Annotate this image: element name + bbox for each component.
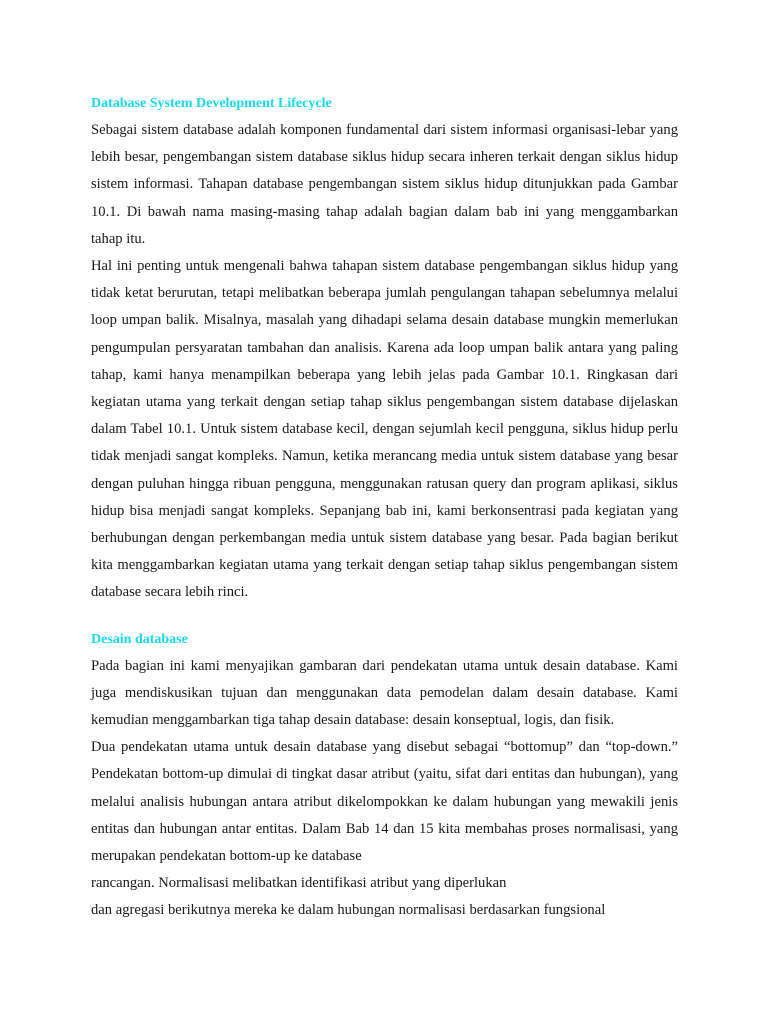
- paragraph-desain-approaches: Dua pendekatan utama untuk desain database yang disebut sebagai “bottomup” dan “top-down.” Pendekatan bottom-up dimulai di tingkat dasar atribut (yaitu, sifat dari entitas dan hubungan), yang melalui analisis hubungan antara atribut dikelompokkan ke dalam hubungan yang mewakili jenis entitas dan hubungan antar entitas. Dalam Bab 14 dan 15 kita membahas proses normalisasi, yang merupakan pendekatan bottom-up ke database: [91, 739, 678, 865]
- paragraph-lifecycle-intro: Sebagai sistem database adalah komponen fundamental dari sistem informasi organisasi-lebar yang lebih besar, pengembangan sistem database siklus hidup secara inheren terkait dengan siklus hidup sistem informasi. Tahapan database pengembangan sistem siklus hidup ditunjukkan pada Gambar 10.1. Di bawah nama masing-masing tahap adalah bagian dalam bab ini yang menggambarkan tahap itu.: [91, 122, 678, 247]
- section-heading-desain: Desain database: [91, 631, 188, 647]
- paragraph-desain-intro: Pada bagian ini kami menyajikan gambaran dari pendekatan utama untuk desain database. Kami juga mendiskusikan tujuan dan menggunakan data pemodelan dalam desain database. Kami kemudian menggambarkan tiga tahap desain database: desain konseptual, logis, dan fisik.: [91, 657, 678, 729]
- section-heading-lifecycle: Database System Development Lifecycle: [91, 96, 332, 111]
- document-page: [91, 90, 678, 925]
- text-line: rancangan. Normalisasi melibatkan identifikasi atribut yang diperlukan: [91, 875, 507, 892]
- text-line: dan agregasi berikutnya mereka ke dalam hubungan normalisasi berdasarkan fungsional: [91, 902, 606, 919]
- paragraph-lifecycle-details: Hal ini penting untuk mengenali bahwa tahapan sistem database pengembangan siklus hidup yang tidak ketat berurutan, tetapi melibatkan beberapa jumlah pengulangan tahapan sebelumnya melalui loop umpan balik. Misalnya, masalah yang dihadapi selama desain database mungkin memerlukan pengumpulan persyaratan tambahan dan analisis. Karena ada loop umpan balik antara yang paling tahap, kami hanya menampilkan beberapa yang lebih jelas pada Gambar 10.1. Ringkasan dari kegiatan utama yang terkait dengan setiap tahap siklus pengembangan sistem database dijelaskan dalam Tabel 10.1. Untuk sistem database kecil, dengan sejumlah kecil pengguna, siklus hidup perlu tidak menjadi sangat kompleks. Namun, ketika merancang media untuk sistem database yang besar dengan puluhan hingga ribuan pengguna, menggunakan ratusan query dan program aplikasi, siklus hidup bisa menjadi sangat kompleks. Sepanjang bab ini, kami berkonsentrasi pada kegiatan yang berhubungan dengan perkembangan media untuk sistem database yang besar. Pada bagian berikut kita menggambarkan kegiatan utama yang terkait dengan setiap tahap siklus pengembangan sistem database secara lebih rinci.: [91, 258, 678, 601]
- section-spacer: [91, 607, 678, 626]
